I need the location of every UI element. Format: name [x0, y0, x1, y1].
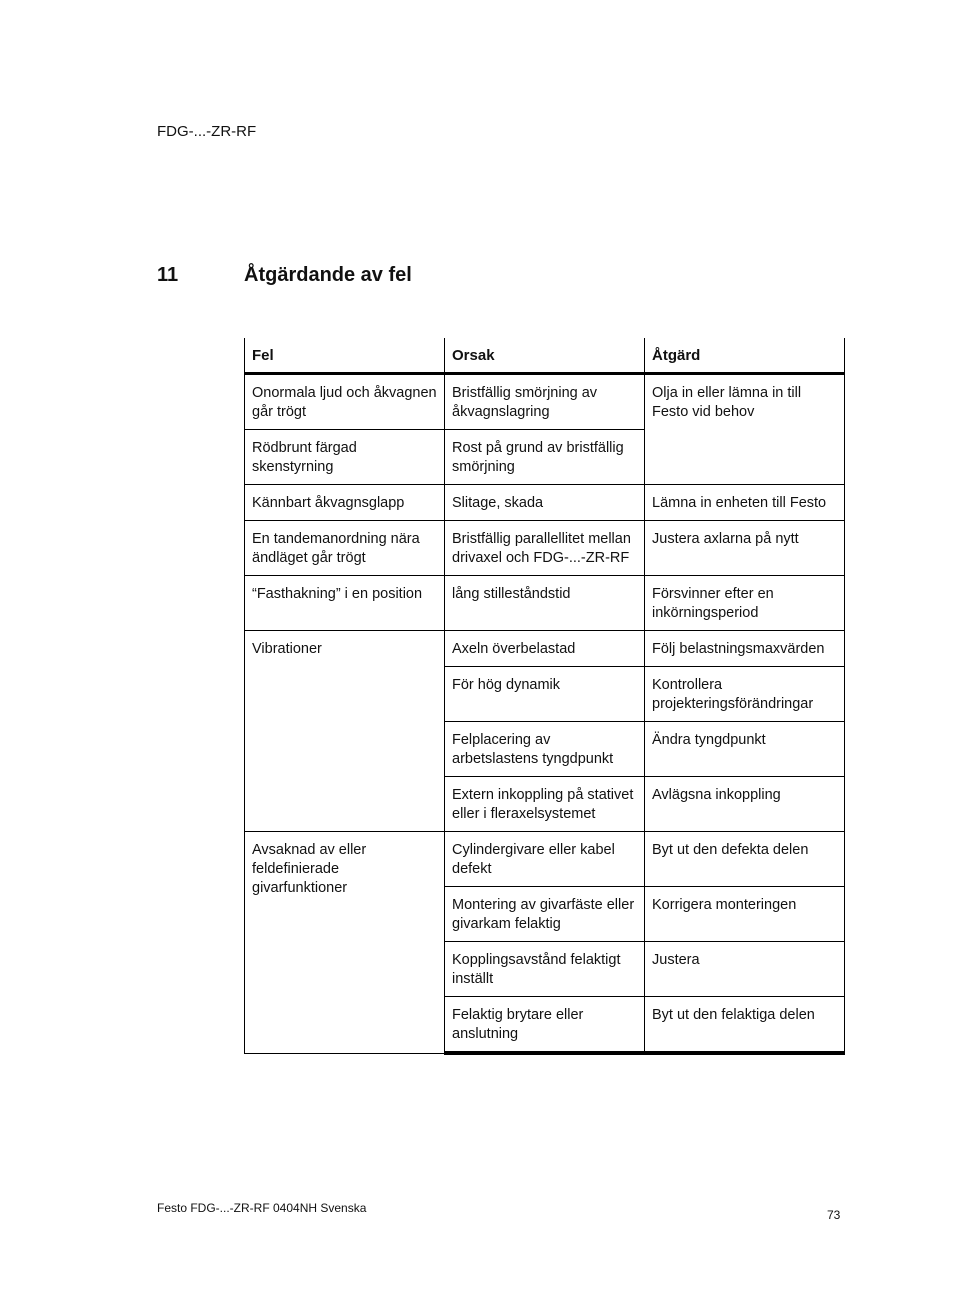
- table-header-row: [245, 338, 845, 374]
- column-header-orsak: Orsak: [445, 338, 645, 374]
- table-row: [245, 832, 845, 887]
- cell-orsak: Felaktig brytare eller anslutning: [445, 997, 645, 1054]
- cell-orsak: Kopplingsavstånd felaktigt inställt: [445, 942, 645, 997]
- page-number: 73: [827, 1208, 841, 1222]
- cell-atgard: Korrigera monteringen: [645, 887, 845, 942]
- cell-atgard: Försvinner efter en inkörningsperiod: [645, 576, 845, 631]
- cell-orsak: För hög dynamik: [445, 667, 645, 722]
- cell-orsak: Extern inkoppling på stativet eller i fleraxelsystemet: [445, 777, 645, 832]
- section-title: Åtgärdande av fel: [244, 264, 412, 286]
- table-row: [245, 576, 845, 631]
- footer-document-info: Festo FDG-...-ZR-RF 0404NH Svenska: [157, 1201, 367, 1215]
- cell-orsak: Slitage, skada: [445, 485, 645, 521]
- cell-atgard: Justera axlarna på nytt: [645, 521, 845, 576]
- cell-fel: “Fasthakning” i en position: [245, 576, 445, 631]
- table-row: [245, 521, 845, 576]
- cell-atgard: Lämna in enheten till Festo: [645, 485, 845, 521]
- table-row: [245, 374, 845, 430]
- cell-atgard: Byt ut den defekta delen: [645, 832, 845, 887]
- cell-atgard: Kontrollera projekteringsförändringar: [645, 667, 845, 722]
- cell-orsak: Bristfällig smörjning av åkvagnslagring: [445, 374, 645, 430]
- cell-atgard: Ändra tyngdpunkt: [645, 722, 845, 777]
- column-header-atgard: Åtgärd: [645, 338, 845, 374]
- table-row: [245, 485, 845, 521]
- table-row: [245, 631, 845, 667]
- cell-orsak: lång stilleståndstid: [445, 576, 645, 631]
- cell-fel: En tandemanordning nära ändläget går trögt: [245, 521, 445, 576]
- cell-orsak: Montering av givarfäste eller givarkam felaktig: [445, 887, 645, 942]
- column-header-fel: Fel: [245, 338, 445, 374]
- cell-atgard: Avlägsna inkoppling: [645, 777, 845, 832]
- cell-atgard: Justera: [645, 942, 845, 997]
- cell-orsak: Rost på grund av bristfällig smörjning: [445, 430, 645, 485]
- cell-fel: Vibrationer: [245, 631, 445, 832]
- document-code: FDG-...-ZR-RF: [157, 123, 257, 140]
- cell-orsak: Bristfällig parallellitet mellan drivaxel och FDG-...-ZR-RF: [445, 521, 645, 576]
- cell-atgard: Olja in eller lämna in till Festo vid behov: [645, 374, 845, 485]
- cell-fel: Avsaknad av eller feldefinierade givarfunktioner: [245, 832, 445, 1054]
- cell-orsak: Felplacering av arbetslastens tyngdpunkt: [445, 722, 645, 777]
- cell-orsak: Axeln överbelastad: [445, 631, 645, 667]
- troubleshooting-table: [244, 338, 845, 1055]
- cell-fel: Kännbart åkvagnsglapp: [245, 485, 445, 521]
- cell-fel: Rödbrunt färgad skenstyrning: [245, 430, 445, 485]
- cell-atgard: Byt ut den felaktiga delen: [645, 997, 845, 1054]
- cell-orsak: Cylindergivare eller kabel defekt: [445, 832, 645, 887]
- section-number: 11: [157, 264, 179, 286]
- cell-fel: Onormala ljud och åkvagnen går trögt: [245, 374, 445, 430]
- cell-atgard: Följ belastningsmaxvärden: [645, 631, 845, 667]
